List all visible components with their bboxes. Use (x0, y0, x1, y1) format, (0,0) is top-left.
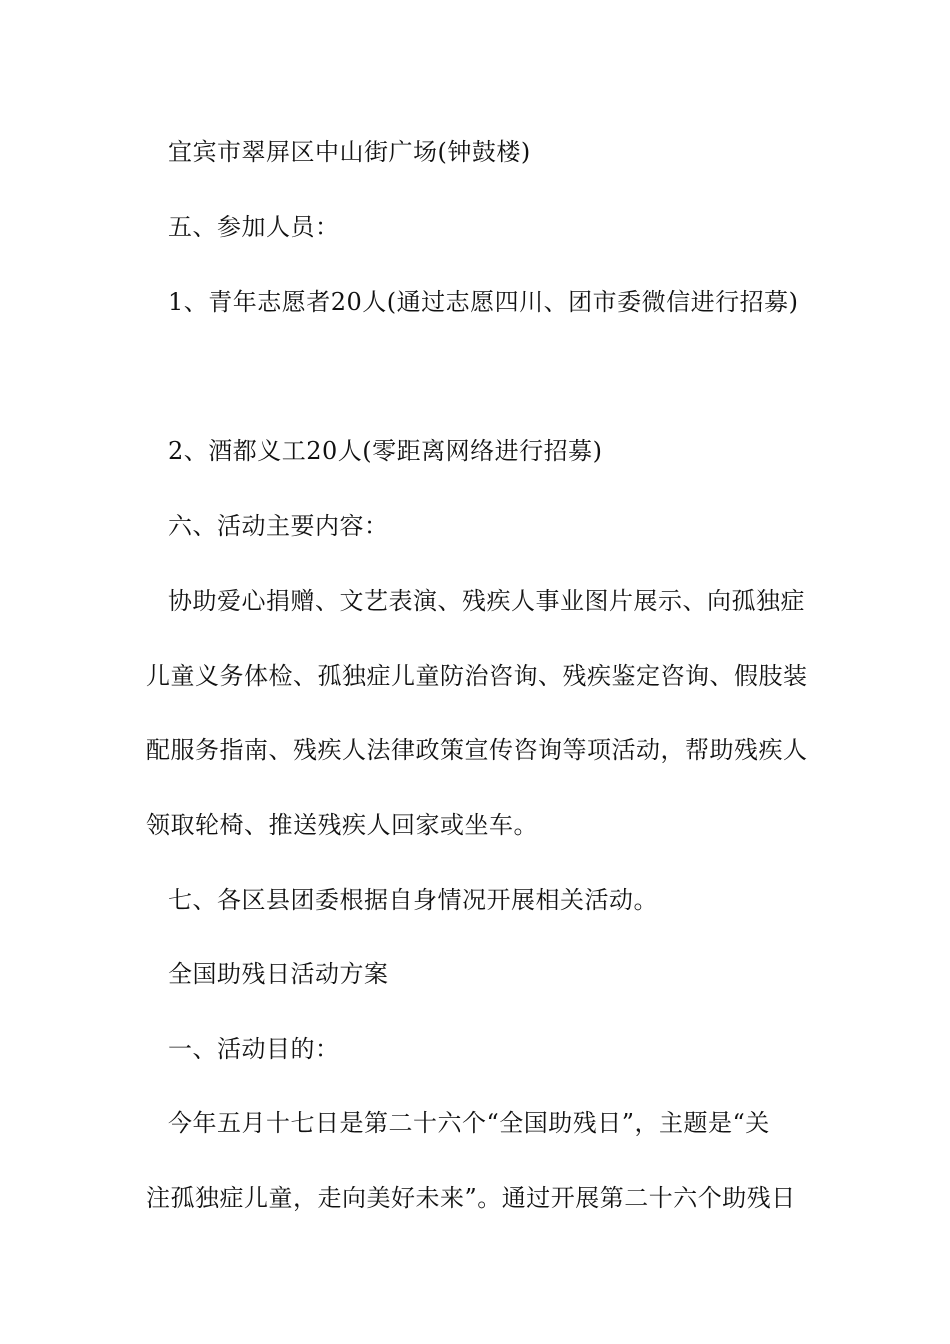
venue-line: 宜宾市翠屏区中山街广场(钟鼓楼) (168, 138, 531, 166)
section-one-heading: 一、活动目的： (168, 1035, 340, 1063)
purpose-paragraph-line-1: 今年五月十七日是第二十六个“全国助残日”，主题是“关 (168, 1109, 770, 1137)
participants-item-2: 2、酒都义工20人(零距离网络进行招募) (168, 437, 603, 465)
section-five-heading: 五、参加人员： (168, 213, 340, 241)
content-paragraph-line-4: 领取轮椅、推送残疾人回家或坐车。 (146, 811, 538, 839)
content-paragraph-line-3: 配服务指南、残疾人法律政策宣传咨询等项活动，帮助残疾人 (146, 736, 808, 764)
content-paragraph-line-1: 协助爱心捐赠、文艺表演、残疾人事业图片展示、向孤独症 (168, 587, 805, 615)
content-paragraph-line-2: 儿童义务体检、孤独症儿童防治咨询、残疾鉴定咨询、假肢装 (146, 662, 808, 690)
plan-title: 全国助残日活动方案 (168, 960, 389, 988)
purpose-paragraph-line-2: 注孤独症儿童，走向美好未来”。通过开展第二十六个助残日 (146, 1184, 796, 1212)
section-six-heading: 六、活动主要内容： (168, 512, 389, 540)
section-seven-line: 七、各区县团委根据自身情况开展相关活动。 (168, 886, 658, 914)
participants-item-1: 1、青年志愿者20人(通过志愿四川、团市委微信进行招募) (168, 288, 799, 316)
